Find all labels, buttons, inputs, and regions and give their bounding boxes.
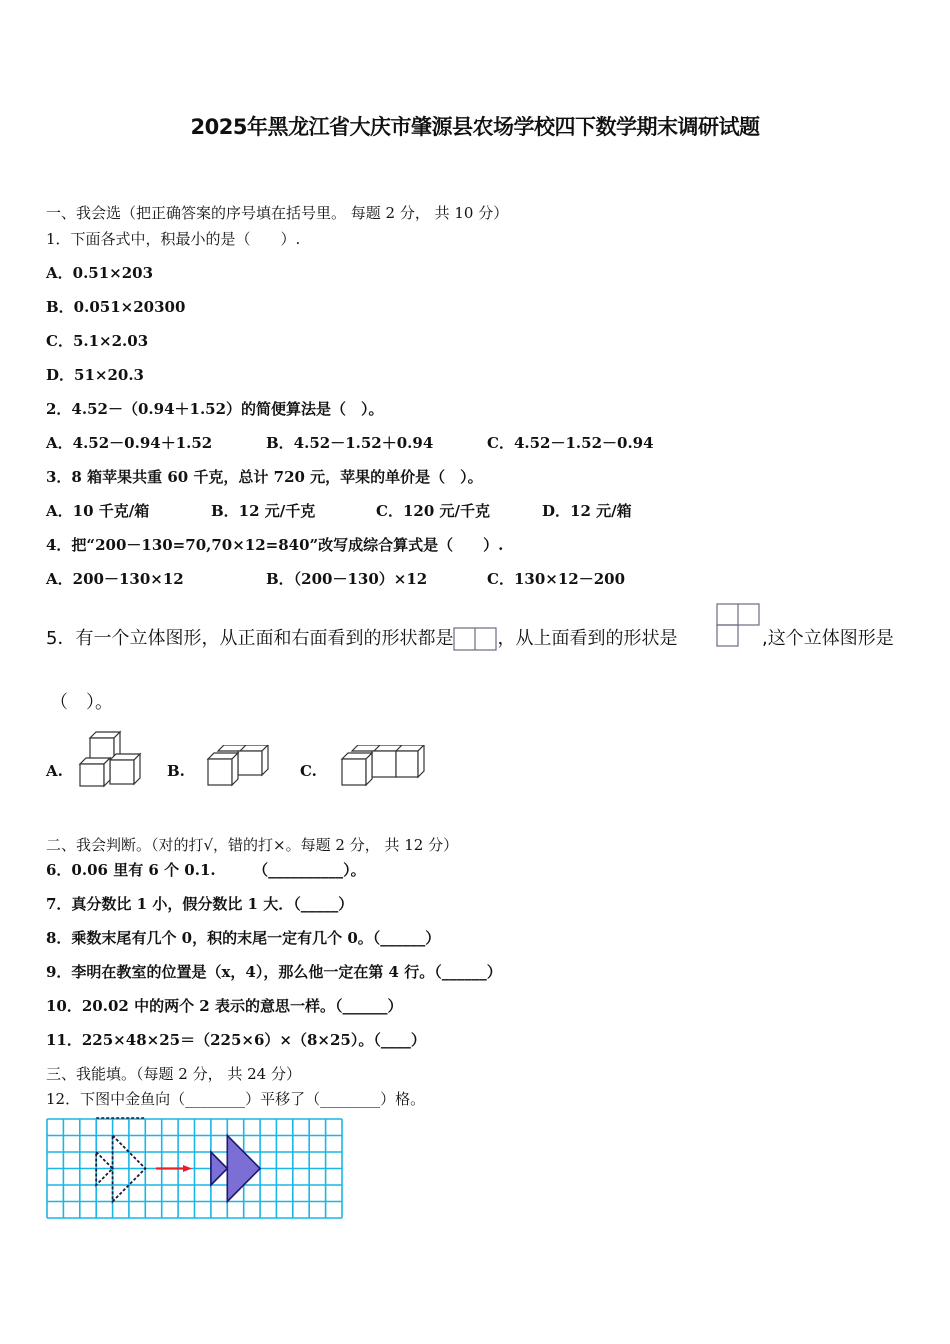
question-9: 9．李明在教室的位置是（x，4），那么他一定在第 4 行。（______）: [46, 963, 502, 981]
question-1-stem: 1．下面各式中，积最小的是（ ）.: [46, 230, 301, 248]
cube-figure-c: [340, 745, 426, 789]
question-8: 8．乘数末尾有几个 0，积的末尾一定有几个 0。（______）: [46, 929, 441, 947]
q1-option-c: C．5.1×2.03: [46, 332, 149, 350]
page-title: 2025年黑龙江省大庆市肇源县农场学校四下数学期末调研试题: [190, 115, 760, 139]
q5-option-b-label: B.: [167, 762, 185, 780]
section-2-heading: 二、我会判断。（对的打√，错的打×。每题 2 分， 共 12 分）: [46, 836, 459, 854]
q5-answer-paren: （ ）。: [50, 692, 113, 713]
q4-option-b: B．（200－130）×12: [266, 570, 428, 588]
front-view-shape: [453, 627, 497, 651]
q1-option-a: A．0.51×203: [46, 264, 154, 282]
section-3-heading: 三、我能填。（每题 2 分， 共 24 分）: [46, 1065, 301, 1083]
q3-option-b: B．12 元/千克: [211, 502, 316, 520]
q3-option-c: C．120 元/千克: [376, 502, 490, 520]
q5-text-1: 5．有一个立体图形，从正面和右面看到的形状都是: [46, 628, 454, 649]
question-6: 6．0.06 里有 6 个 0.1. （__________）。: [46, 861, 366, 879]
q4-option-c: C．130×12－200: [487, 570, 626, 588]
q4-option-a: A．200－130×12: [46, 570, 184, 588]
question-3-stem: 3．8 箱苹果共重 60 千克，总计 720 元，苹果的单价是（ ）。: [46, 468, 483, 486]
q1-option-d: D．51×20.3: [46, 366, 144, 384]
question-5-stem: [46, 624, 677, 651]
q3-option-a: A．10 千克/箱: [46, 502, 150, 520]
question-12: 12．下图中金鱼向（________）平移了（________）格。: [46, 1090, 426, 1108]
cube-figure-b: [206, 745, 272, 789]
q5-option-a-label: A.: [46, 762, 63, 780]
question-10: 10．20.02 中的两个 2 表示的意思一样。（______）: [46, 997, 403, 1015]
q5-text-2: ，从上面看到的形状是: [497, 628, 678, 649]
question-11: 11．225×48×25＝（225×6）×（8×25）。（____）: [46, 1031, 426, 1049]
q5-text-3: ,这个立体图形是: [762, 628, 894, 649]
question-4-stem: 4．把“200－130=70,70×12=840”改写成综合算式是（ ）.: [46, 536, 504, 554]
goldfish-translation-grid: [44, 1112, 346, 1222]
cube-figure-a: [78, 730, 142, 788]
question-2-stem: 2．4.52－（0.94＋1.52）的简便算法是（ ）。: [46, 400, 384, 418]
q2-option-b: B．4.52－1.52＋0.94: [266, 434, 434, 452]
q2-option-c: C．4.52－1.52－0.94: [487, 434, 654, 452]
top-view-shape: [716, 603, 760, 647]
section-1-heading: 一、我会选（把正确答案的序号填在括号里。 每题 2 分， 共 10 分）: [46, 204, 509, 222]
q5-option-c-label: C.: [300, 762, 317, 780]
question-7: 7．真分数比 1 小，假分数比 1 大．（_____）: [46, 895, 354, 913]
q3-option-d: D．12 元/箱: [542, 502, 632, 520]
q1-option-b: B．0.051×20300: [46, 298, 186, 316]
q2-option-a: A．4.52－0.94＋1.52: [46, 434, 213, 452]
